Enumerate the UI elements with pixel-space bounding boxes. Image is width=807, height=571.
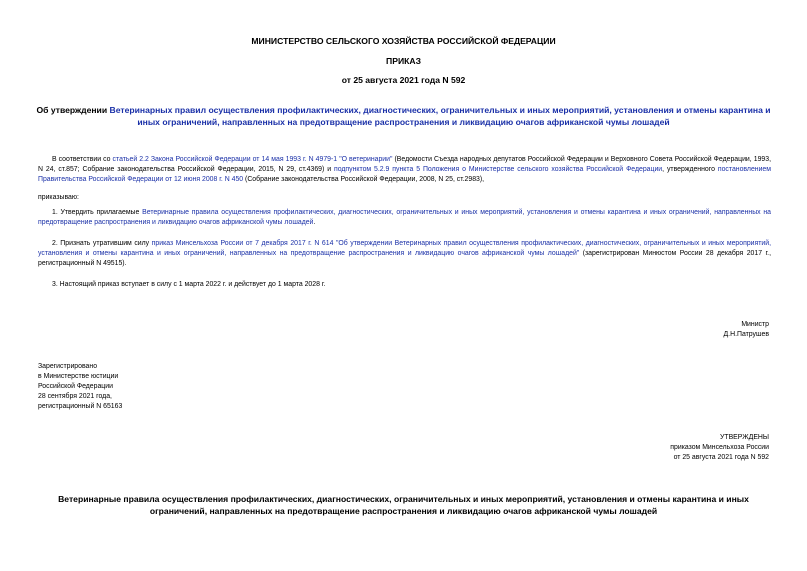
item-2-end: (зарегистрирован Минюстом России 28 декабря 2017 г., регистрационный N 49515). [38,250,771,267]
document-date-number: от 25 августа 2021 года N 592 [341,75,466,85]
preamble-text-2: (Ведомости Съезда народных депутатов Российской Федерации и Верховного Совета Российской Федерации, 1993, N 24, ст.857; Собрание законодательства Российской Федерации, 2015, N 29, ст.4369) и [38,156,771,173]
item-3-paragraph: 3. Настоящий приказ вступает в силу с 1 марта 2022 г. и действует до 1 марта 2028 г. [52,281,326,288]
item-1-text: 1. Утвердить прилагаемые [52,209,143,216]
order-word: приказываю: [38,194,79,201]
registration-line: Российской Федерации [38,383,113,390]
registration-line: регистрационный N 65163 [38,403,123,410]
signature-title: Министр [741,321,769,328]
ministry-title: МИНИСТЕРСТВО СЕЛЬСКОГО ХОЗЯЙСТВА РОССИЙСКОЙ ФЕДЕРАЦИИ [251,36,556,46]
order-subject [30,104,777,128]
document-type: ПРИКАЗ [386,56,421,66]
preamble-text-4: (Собрание законодательства Российской Федерации, 2008, N 25, ст.2983), [243,176,485,183]
item-2-text: 2. Признать утратившим силу [52,240,152,247]
registration-block [38,362,122,412]
approval-line: УТВЕРЖДЕНЫ [720,434,769,441]
repealed-order-link[interactable]: приказ Минсельхоза России от 7 декабря 2017 г. N 614 "Об утверждении Ветеринарных правил осуществления профилактических, диагностических, ограничительных и иных мероприятий, установления и отмены карантина и иных ограничений, направленных на предотвращение распространения и ликвидацию очагов африканской чумы лошадей" [38,240,771,257]
signature-block [724,320,769,340]
approval-line: приказом Минсельхоза России [670,444,769,451]
government-decree-link[interactable]: постановлением Правительства Российской Федерации от 12 июня 2008 г. N 450 [38,166,771,183]
subject-rules-link[interactable]: Ветеринарных правил осуществления профилактических, диагностических, ограничительных и иных мероприятий, установления и отмены карантина и иных ограничений, направленных на предотвращение распространения и ликвидацию очагов африканской чумы лошадей [109,105,771,127]
preamble-text-3: , утвержденного [662,166,718,173]
item-1-end: . [313,219,316,226]
preamble-paragraph [38,155,771,185]
preamble-text-1: В соответствии со [52,156,113,163]
item-1-paragraph [38,208,771,228]
signature-name: Д.Н.Патрушев [723,331,769,338]
registration-line: 28 сентября 2021 года, [38,393,112,400]
regulation-subclause-link[interactable]: подпунктом 5.2.9 пункта 5 Положения о Министерстве сельского хозяйства Российской Федерации [333,166,663,173]
approval-block [670,433,769,463]
law-article-link[interactable]: статьей 2.2 Закона Российской Федерации от 14 мая 1993 г. N 4979-1 "О ветеринарии" [112,156,393,163]
rules-title: Ветеринарные правила осуществления профилактических, диагностических, ограничительных и иных мероприятий, установления и отмены карантина и иных ограничений, направленных на предотвращение распространения и ликвидацию очагов африканской чумы лошадей [58,494,749,516]
registration-line: в Министерстве юстиции [38,373,119,380]
subject-prefix: Об утверждении [36,105,110,115]
approval-line: от 25 августа 2021 года N 592 [673,454,769,461]
approved-rules-link[interactable]: Ветеринарные правила осуществления профилактических, диагностических, ограничительных и иных мероприятий, установления и отмены карантина и иных ограничений, направленных на предотвращение распространения и ликвидацию очагов африканской чумы лошадей [38,209,772,226]
registration-line: Зарегистрировано [38,363,98,370]
item-2-paragraph [38,239,771,269]
